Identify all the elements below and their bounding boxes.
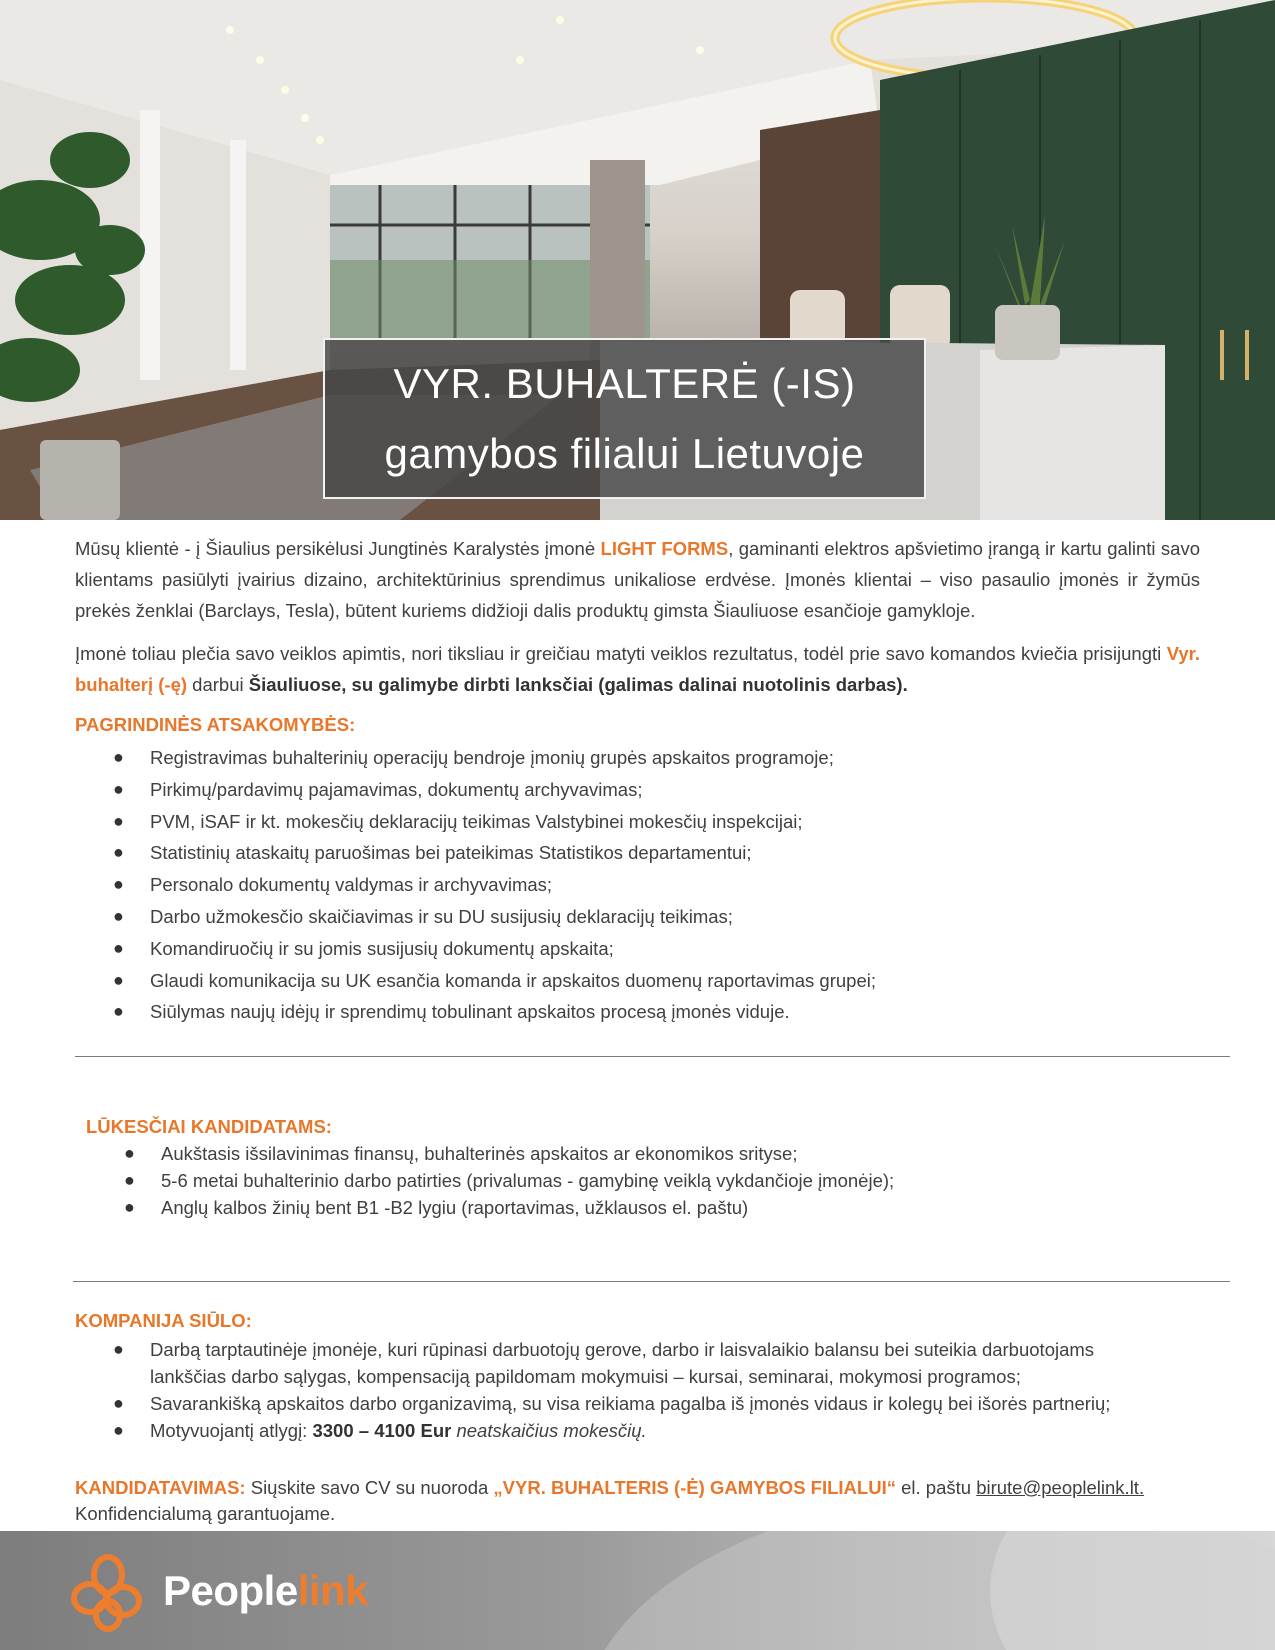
bullet-icon: ●	[124, 1197, 135, 1217]
bullet-icon: ●	[113, 1420, 124, 1440]
bullet-icon: ●	[113, 1393, 124, 1413]
peoplelink-logo-icon	[68, 1553, 148, 1633]
offer-list	[75, 1336, 1200, 1444]
list-item: ● Darbą tarptautinėje įmonėje, kuri rūpinasi darbuotojų gerove, darbo ir laisvalaikio balansu bei suteikia darbuotojams lankščias darbo sąlygas, kompensaciją papildomam mokymuisi – kursai, seminarai, mokymosi programos;	[75, 1336, 1200, 1390]
list-item: ● Personalo dokumentų valdymas ir archyvavimas;	[75, 869, 1200, 901]
apply-section	[75, 1475, 1200, 1527]
list-item: ● Glaudi komunikacija su UK esančia komanda ir apskaitos duomenų raportavimas grupei;	[75, 965, 1200, 997]
bullet-icon: ●	[113, 937, 124, 958]
bullet-icon: ●	[124, 1170, 135, 1190]
offer-heading: KOMPANIJA SIŪLO:	[75, 1310, 252, 1331]
intro-paragraph-2: Įmonė toliau plečia savo veiklos apimtis, nori tiksliau ir greičiau matyti veiklos rezultatus, todėl prie savo komandos kviečia prisijungti Vyr. buhalterį (-ę) darbui Šiauliuose, su galimybe dirbti lanksčiai (galimas dalinai nuotolinis darbas).	[75, 643, 1200, 695]
list-item: ● Registravimas buhalterinių operacijų bendroje įmonių grupės apskaitos programoje;	[75, 742, 1200, 774]
list-item: ● Darbo užmokesčio skaičiavimas ir su DU susijusių deklaracijų teikimas;	[75, 901, 1200, 933]
apply-label: KANDIDATAVIMAS:	[75, 1477, 246, 1498]
apply-reference: „VYR. BUHALTERIS (-Ė) GAMYBOS FILIALUI“	[493, 1477, 896, 1498]
job-subtitle: gamybos filialui Lietuvoje	[384, 429, 865, 477]
hero-image	[0, 0, 1275, 520]
bullet-icon: ●	[113, 778, 124, 799]
bullet-icon: ●	[113, 842, 124, 863]
list-item: ● Savarankišką apskaitos darbo organizavimą, su visa reikiama pagalba iš įmonės vidaus ir kolegų bei išorės partnerių;	[75, 1390, 1200, 1417]
intro-section	[75, 533, 1200, 626]
job-title-box	[323, 338, 926, 499]
expectations-heading: LŪKESČIAI KANDIDATAMS:	[86, 1116, 332, 1137]
bullet-icon: ●	[113, 874, 124, 895]
offer-section	[75, 1310, 1200, 1444]
list-item: ● 5-6 metai buhalterinio darbo patirties (privalumas - gamybinę veiklą vykdančioje įmonėje);	[86, 1167, 1211, 1194]
bullet-icon: ●	[113, 905, 124, 926]
expectations-section	[86, 1116, 1211, 1221]
expectations-list	[86, 1140, 1211, 1221]
list-item: ● Komandiruočių ir su jomis susijusių dokumentų apskaita;	[75, 933, 1200, 965]
apply-paragraph: KANDIDATAVIMAS: Siųskite savo CV su nuoroda „VYR. BUHALTERIS (-Ė) GAMYBOS FILIALUI“ el. paštu birute@peoplelink.lt. Konfidencialumą garantuojame.	[75, 1477, 1145, 1524]
role-name: Vyr. buhalterį (-ę)	[75, 643, 1200, 695]
responsibilities-section	[75, 714, 1200, 1028]
bullet-icon: ●	[113, 969, 124, 990]
intro-paragraph-2-block	[75, 638, 1200, 700]
bullet-icon: ●	[113, 747, 124, 767]
bullet-icon: ●	[124, 1143, 135, 1163]
email-link[interactable]: birute@peoplelink.lt.	[976, 1477, 1145, 1498]
list-item: ● Aukštasis išsilavinimas finansų, buhalterinės apskaitos ar ekonomikos srityse;	[86, 1140, 1211, 1167]
bullet-icon: ●	[113, 1001, 124, 1022]
section-divider	[73, 1281, 1230, 1282]
list-item: ● Pirkimų/pardavimų pajamavimas, dokumentų archyvavimas;	[75, 774, 1200, 806]
salary-range: 3300 – 4100 Eur	[312, 1420, 452, 1441]
bullet-icon: ●	[113, 810, 124, 831]
list-item: ● PVM, iSAF ir kt. mokesčių deklaracijų teikimas Valstybinei mokesčių inspekcijai;	[75, 806, 1200, 838]
list-item: ● Anglų kalbos žinių bent B1 -B2 lygiu (raportavimas, užklausos el. paštu)	[86, 1194, 1211, 1221]
responsibilities-list	[75, 742, 1200, 1028]
responsibilities-heading: PAGRINDINĖS ATSAKOMYBĖS:	[75, 714, 356, 735]
section-divider	[75, 1056, 1230, 1057]
peoplelink-logo: Peoplelink	[163, 1567, 369, 1614]
company-name: LIGHT FORMS	[600, 538, 729, 559]
job-title: VYR. BUHALTERĖ (-IS)	[393, 359, 856, 407]
footer-banner	[0, 1531, 1275, 1650]
intro-paragraph-1: Mūsų klientė - į Šiaulius persikėlusi Jungtinės Karalystės įmonė LIGHT FORMS, gaminanti elektros apšvietimo įrangą ir kartu galinti savo klientams pasiūlyti įvairius dizaino, architektūrinius sprendimus unikaliose erdvėse. Įmonės klientai – viso pasaulio įmonės ir žymūs prekės ženklai (Barclays, Tesla), būtent kuriems didžioji dalis produktų gimsta Šiauliuose esančioje gamykloje.	[75, 538, 1200, 621]
list-item: ● Siūlymas naujų idėjų ir sprendimų tobulinant apskaitos procesą įmonės viduje.	[75, 996, 1200, 1028]
confidential-note: Konfidencialumą garantuojame.	[75, 1503, 336, 1524]
bullet-icon: ●	[113, 1339, 124, 1359]
list-item: ● Motyvuojantį atlygį: 3300 – 4100 Eur neatskaičius mokesčių.	[75, 1417, 1200, 1444]
list-item: ● Statistinių ataskaitų paruošimas bei pateikimas Statistikos departamentui;	[75, 837, 1200, 869]
